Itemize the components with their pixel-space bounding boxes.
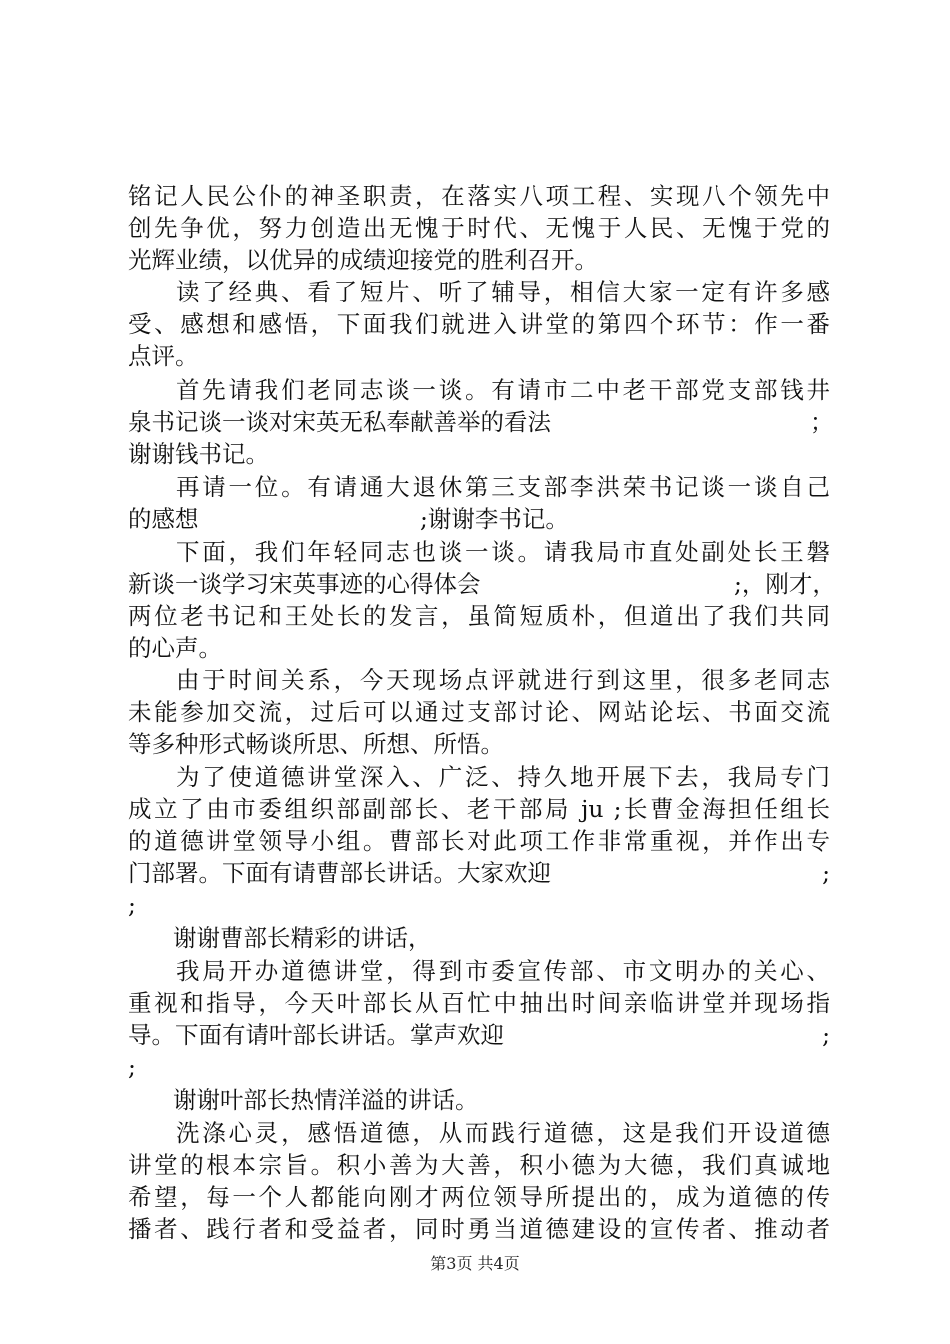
text-line: 成立了由市委组织部副部长、老干部局 ju ;长曹金海担任组长 — [128, 795, 830, 823]
text-line: 门部署。下面有请曹部长讲话。大家欢迎 — [128, 859, 551, 887]
text-line: ； — [810, 408, 834, 436]
text-line: 再请一位。有请通大退休第三支部李洪荣书记谈一谈自己 — [176, 473, 830, 501]
page-footer: 第3页 共4页 — [430, 1254, 520, 1273]
text-line: 的道德讲堂领导小组。曹部长对此项工作非常重视，并作出专 — [128, 827, 830, 855]
text-line: 谢谢钱书记。 — [128, 440, 269, 468]
text-line: 新谈一谈学习宋英事迹的心得体会 — [128, 570, 481, 598]
text-line: 受、感想和感悟，下面我们就进入讲堂的第四个环节：作一番 — [128, 310, 830, 338]
text-line: ; — [822, 859, 830, 887]
text-line: ; — [128, 1053, 136, 1081]
text-line: 播者、践行者和受益者，同时勇当道德建设的宣传者、推动者 — [128, 1215, 830, 1243]
text-line: 的感想 — [128, 505, 199, 533]
text-line: 未能参加交流，过后可以通过支部讨论、网站论坛、书面交流 — [128, 698, 830, 726]
text-line: 谢谢叶部长热情洋溢的讲话。 — [173, 1086, 479, 1114]
text-line: 希望，每一个人都能向刚才两位领导所提出的，成为道德的传 — [128, 1183, 830, 1211]
text-line: ; — [822, 1021, 830, 1049]
text-line: 为了使道德讲堂深入、广泛、持久地开展下去，我局专门 — [176, 763, 830, 791]
text-line: 铭记人民公仆的神圣职责，在落实八项工程、实现八个领先中 — [128, 182, 830, 210]
text-line: 重视和指导，今天叶部长从百忙中抽出时间亲临讲堂并现场指 — [128, 989, 830, 1017]
text-line: 创先争优，努力创造出无愧于时代、无愧于人民、无愧于党的 — [128, 214, 830, 242]
text-line: ;谢谢李书记。 — [420, 505, 569, 533]
text-line: 两位老书记和王处长的发言，虽简短质朴，但道出了我们共同 — [128, 602, 830, 630]
text-line: 等多种形式畅谈所思、所想、所悟。 — [128, 730, 504, 758]
text-line: ;，刚才， — [734, 570, 836, 598]
text-line: 泉书记谈一谈对宋英无私奉献善举的看法 — [128, 408, 551, 436]
text-line: ; — [128, 891, 136, 919]
text-line: 光辉业绩，以优异的成绩迎接党的胜利召开。 — [128, 246, 598, 274]
text-line: 由于时间关系，今天现场点评就进行到这里，很多老同志 — [176, 666, 830, 694]
text-line: 谢谢曹部长精彩的讲话， — [173, 924, 432, 952]
text-line: 首先请我们老同志谈一谈。有请市二中老干部党支部钱井 — [176, 376, 830, 404]
text-line: 点评。 — [128, 342, 199, 370]
text-line: 我局开办道德讲堂，得到市委宣传部、市文明办的关心、 — [176, 957, 830, 985]
text-line: 讲堂的根本宗旨。积小善为大善，积小德为大德，我们真诚地 — [128, 1151, 830, 1179]
text-line: 的心声。 — [128, 634, 222, 662]
text-line: 下面，我们年轻同志也谈一谈。请我局市直处副处长王磐 — [176, 538, 830, 566]
text-line: 导。下面有请叶部长讲话。掌声欢迎 — [128, 1021, 504, 1049]
text-line: 读了经典、看了短片、听了辅导，相信大家一定有许多感 — [176, 278, 830, 306]
text-line: 洗涤心灵，感悟道德，从而践行道德，这是我们开设道德 — [176, 1119, 830, 1147]
